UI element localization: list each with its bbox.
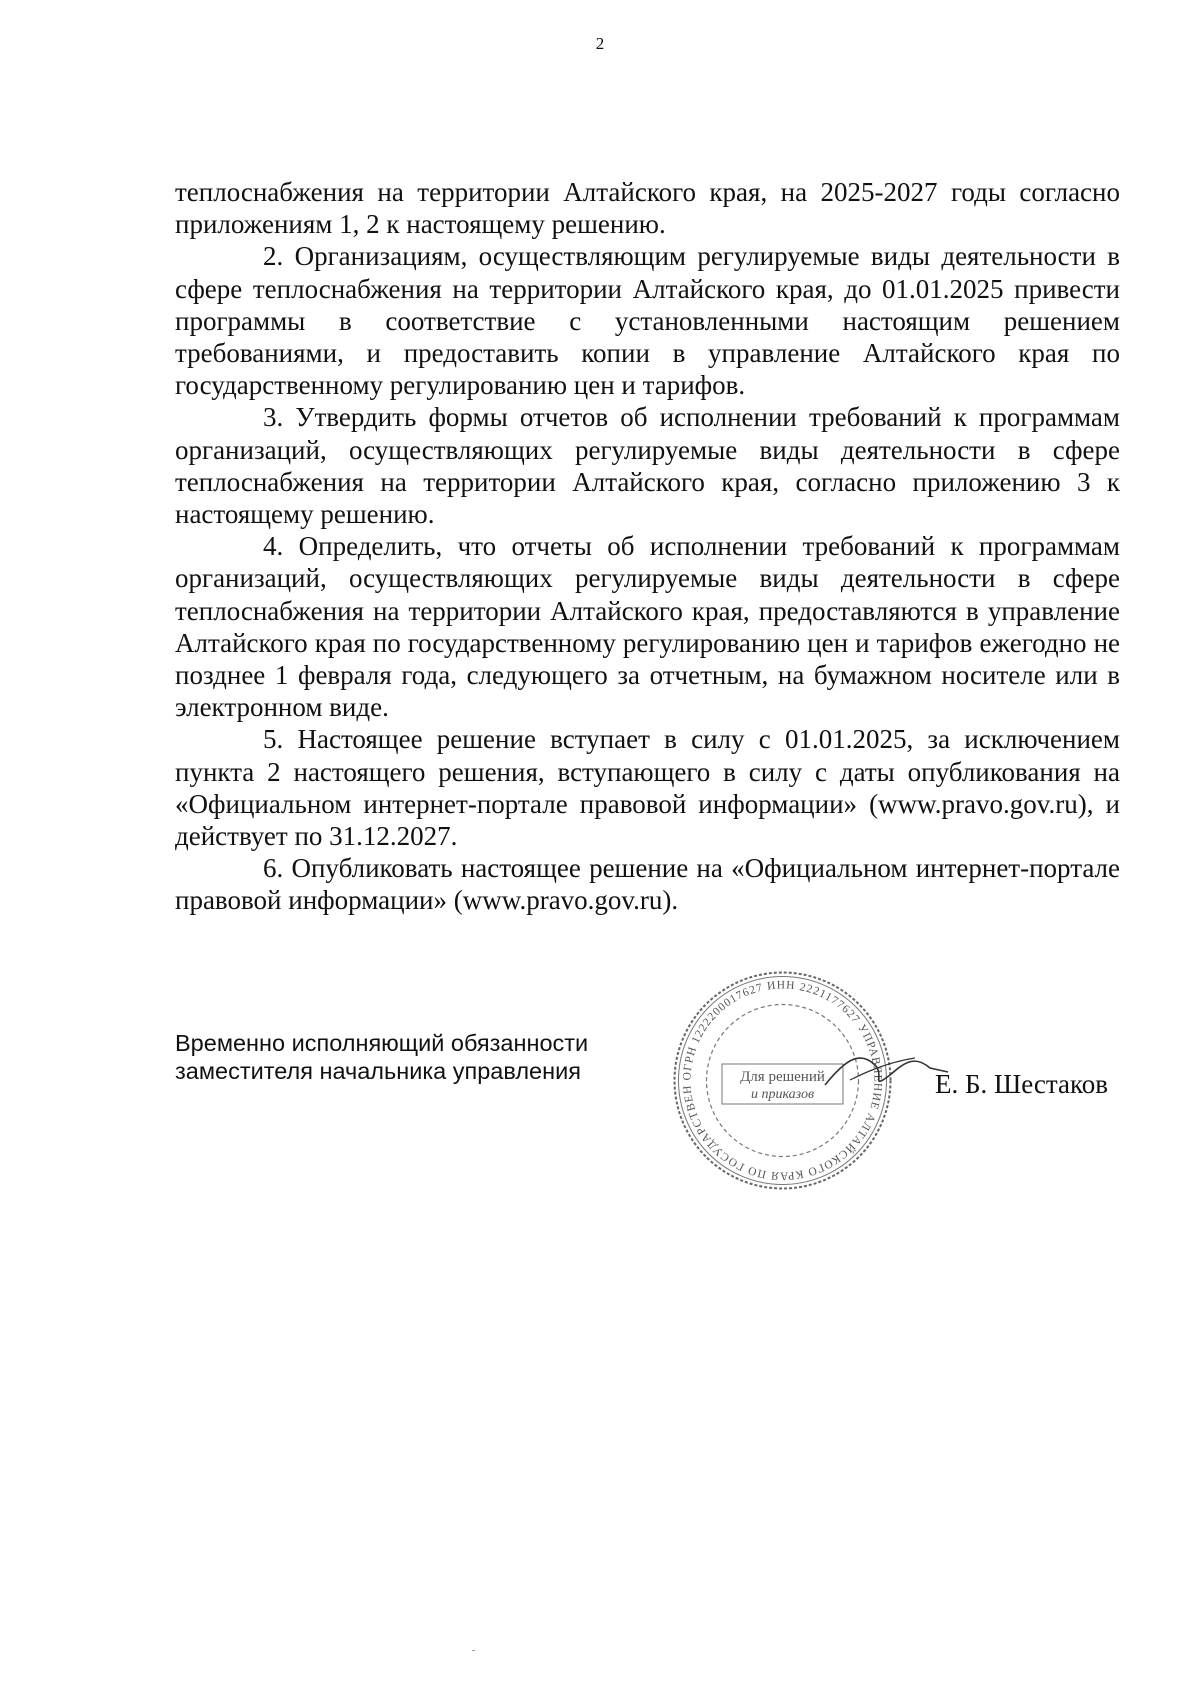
signatory-position (175, 1029, 655, 1085)
signatory-position-line-1: Временно исполняющий обязанности (175, 1030, 589, 1056)
signatory-name: Е. Б. Шестаков (935, 1069, 1108, 1099)
paragraph-item-3: 3. Утвердить формы отчетов об исполнении требований к программам организаций, осуществляющих регулируемые виды деятельности в сфере теплоснабжения на территории Алтайского края, согласно приложению 3 к настоящему решению. (175, 402, 1120, 530)
paragraph-item-5: 5. Настоящее решение вступает в силу с 01.01.2025, за исключением пункта 2 настоящего решения, вступающего в силу с даты опубликования на «Официальном интернет-портале правовой информации» (www.pravo.gov.ru), и действует по 31.12.2027. (175, 724, 1120, 852)
seal-ring-text: ОГРН 1222200017627 ИНН 2221177627 УПРАВЛЕНИЕ АЛТАЙСКОГО КРАЯ ПО ГОСУДАРСТВЕН (681, 979, 884, 1182)
paragraph-continuation: теплоснабжения на территории Алтайского края, на 2025-2027 годы согласно приложениям 1, 2 к настоящему решению. (175, 177, 1120, 240)
seal-center-line-1: Для решений (740, 1069, 825, 1085)
page-number: 2 (595, 34, 605, 53)
paragraph-item-6: 6. Опубликовать настоящее решение на «Официальном интернет-портале правовой информации» (www.pravo.gov.ru). (175, 853, 1120, 916)
paragraph-item-4: 4. Определить, что отчеты об исполнении требований к программам организаций, осуществляющих регулируемые виды деятельности в сфере теплоснабжения на территории Алтайского края, предоставляются в управление Алтайского края по государственному регулированию цен и тарифов ежегодно не позднее 1 февраля года, следующего за отчетным, на бумажном носителе или в электронном виде. (175, 531, 1120, 723)
seal-center-line-2: и приказов (750, 1087, 815, 1102)
signatory-position-line-2: заместителя начальника управления (175, 1058, 581, 1084)
document-body (175, 176, 1120, 917)
scan-artifact (472, 1650, 475, 1651)
paragraph-item-2: 2. Организациям, осуществляющим регулируемые виды деятельности в сфере теплоснабжения на территории Алтайского края, до 01.01.2025 привести программы в соответствие с установленными настоящим решением требованиями, и предоставить копии в управление Алтайского края по государственному регулированию цен и тарифов. (175, 241, 1120, 401)
handwritten-signature (820, 1040, 950, 1100)
